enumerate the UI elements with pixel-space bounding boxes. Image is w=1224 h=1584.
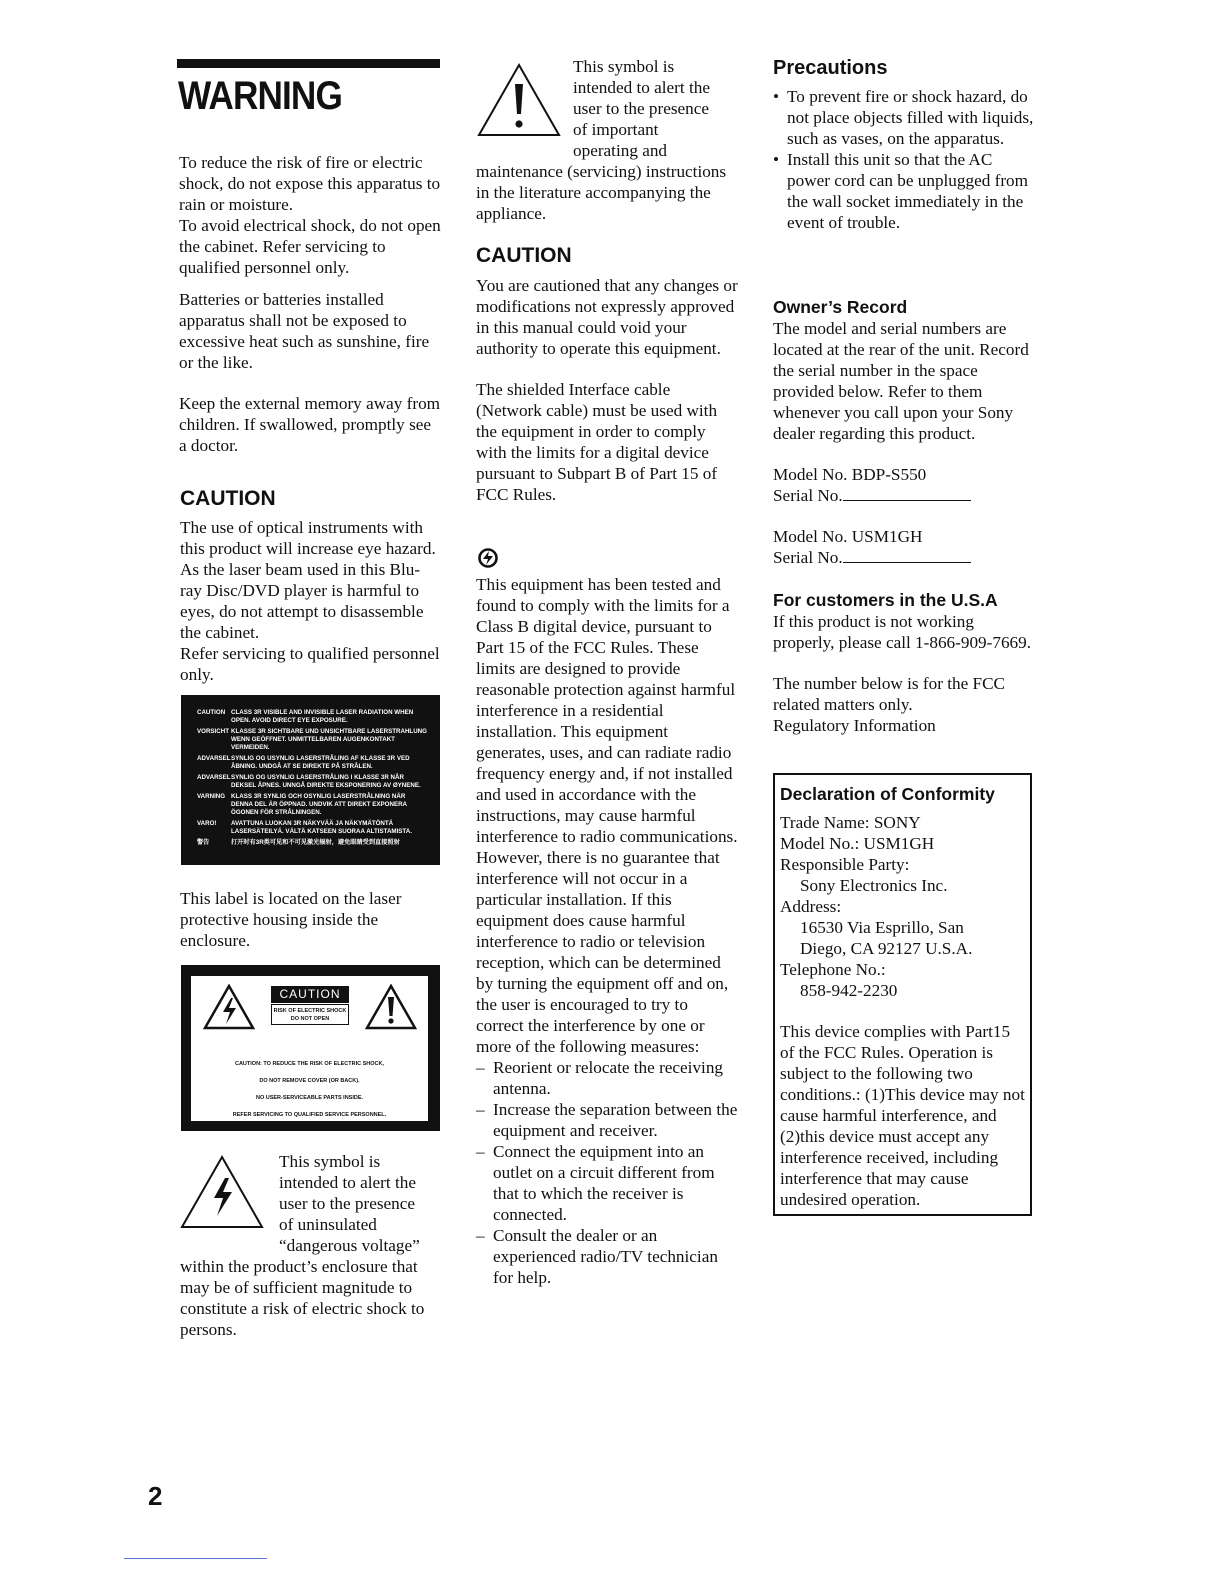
decl-responsible-value: Sony Electronics Inc. (800, 876, 948, 895)
usa-p2: The number below is for the FCC related matters only. (773, 674, 1005, 714)
shock-label-line4: REFER SERVICING TO QUALIFIED SERVICE PERSONNEL. (232, 1112, 387, 1118)
voltage-line-1: This symbol is (279, 1152, 381, 1171)
lightning-triangle-icon (203, 984, 255, 1030)
owners-record-heading: Owner’s Record (773, 297, 908, 317)
footer-rule (124, 1558, 267, 1559)
fcc-measure: – Reorient or relocate the receiving antenna. (476, 1057, 738, 1099)
laser-label-lang: ADVARSEL (197, 774, 231, 781)
precautions-list (773, 86, 1035, 233)
decl-responsible-label: Responsible Party: (780, 855, 910, 874)
dangerous-voltage-symbol-icon (180, 1154, 264, 1230)
caution-heading: CAUTION (180, 487, 276, 510)
laser-label-lang: VARNING (197, 793, 226, 800)
important-instructions-symbol-icon (477, 62, 561, 138)
caution-p2: Refer servicing to qualified personnel only. (180, 644, 440, 684)
maint-symbol-text-lines (573, 56, 738, 161)
serial-no-1-blank (843, 486, 971, 501)
caution-text (180, 517, 442, 685)
laser-label-lang: CAUTION (197, 709, 226, 716)
shock-caution-label-inner (191, 976, 428, 1121)
maint-line-3: user to the presence (573, 99, 710, 118)
decl-phone-label: Telephone No.: (780, 960, 886, 979)
precaution-item: • To prevent fire or shock hazard, do not place objects filled with liquids, such as vases, on the apparatus. (773, 86, 1035, 149)
voltage-line-5: “dangerous voltage” (279, 1236, 420, 1255)
maint-line-4: of important (573, 120, 659, 139)
decl-address-label: Address: (780, 897, 842, 916)
precaution-item: • Install this unit so that the AC power cord can be unplugged from the wall socket immediately in the event of trouble. (773, 149, 1035, 233)
declaration-of-conformity-box (773, 773, 1032, 1216)
laser-label-row (197, 709, 428, 725)
usa-p1: If this product is not working properly, please call 1-866-909-7669. (773, 612, 1032, 652)
shock-label-text (191, 1056, 428, 1124)
decl-compliance: This device complies with Part15 of the FCC Rules. Operation is subject to the following two conditions.: (1)This device may not cause harmful interference, and (2)this device must accept any interference received, including interference that may cause undesired operation. (780, 1022, 1025, 1209)
caution2-heading: CAUTION (476, 244, 572, 267)
shock-caution-label (181, 965, 440, 1131)
voltage-symbol-text-lines (279, 1151, 444, 1256)
serial-no-2-row (773, 547, 1035, 568)
laser-label-lang: VORSICHT (197, 728, 229, 735)
warning-title: WARNING (178, 74, 342, 118)
shock-label-line1: CAUTION: TO REDUCE THE RISK OF ELECTRIC SHOCK, (234, 1061, 384, 1067)
laser-label-row (197, 728, 428, 752)
precautions-text (773, 86, 1035, 233)
serial-no-1: Serial No. (773, 486, 843, 505)
caution2-p2: The shielded Interface cable (Network cable) must be used with the equipment in order to comply with the limits for a digital device pursuant to Subpart B of Part 15 of FCC Rules. (476, 380, 718, 504)
model-no-1: Model No. BDP-S550 (773, 465, 927, 484)
laser-label-text: KLASSE 3R SICHTBARE UND UNSICHTBARE LASERSTRAHLUNG WENN GEÖFFNET. UNMITTELBAREN AUGENKONTAKT VERMEIDEN. (231, 728, 427, 751)
voltage-symbol-rest-wrap (180, 1256, 442, 1340)
laser-label-row (197, 793, 428, 817)
laser-label-caption: This label is located on the laser protective housing inside the enclosure. (180, 889, 402, 950)
decl-trade-name: Trade Name: SONY (780, 813, 921, 832)
maint-line-1: This symbol is (573, 57, 675, 76)
laser-label-row (197, 820, 428, 836)
decl-address-line1: 16530 Via Esprillo, San (800, 918, 964, 937)
caution2-p1: You are cautioned that any changes or modifications not expressly approved in this manual could void your authority to operate this equipment. (476, 276, 738, 358)
serial-no-1-row (773, 485, 1035, 506)
shock-label-line3: NO USER-SERVICEABLE PARTS INSIDE. (255, 1095, 364, 1101)
laser-label-text: SYNLIG OG USYNLIG LASERSTRÅLING I KLASSE 3R NÅR DEKSEL ÅPNES. UNNGÅ DIREKTE EKSPONERING AV ØYNENE. (231, 774, 421, 789)
laser-label-row (197, 755, 428, 771)
maint-symbol-rest: maintenance (servicing) instructions in the literature accompanying the appliance. (476, 162, 727, 223)
shock-label-head: CAUTION (271, 986, 349, 1003)
fcc-text (476, 574, 738, 1288)
voltage-line-2: intended to alert the (279, 1173, 416, 1192)
fcc-measure: – Consult the dealer or an experienced radio/TV technician for help. (476, 1225, 738, 1288)
laser-label-text: CLASS 3R VISIBLE AND INVISIBLE LASER RADIATION WHEN OPEN. AVOID DIRECT EYE EXPOSURE. (231, 709, 414, 724)
voltage-line-3: user to the presence (279, 1194, 416, 1213)
model-no-2: Model No. USM1GH (773, 527, 923, 546)
page-number: 2 (148, 1481, 163, 1511)
laser-label-row (197, 774, 428, 790)
shock-label-sub: RISK OF ELECTRIC SHOCK DO NOT OPEN (271, 1004, 349, 1025)
laser-label-caption-wrap (180, 888, 442, 951)
laser-label-text: KLASS 3R SYNLIG OCH OSYNLIG LASERSTRÅLNING NÄR DENNA DEL ÄR ÖPPNAD. UNDVIK ATT DIREKT EXPONERA ÖGONEN FÖR STRÅLNINGEN. (231, 793, 407, 816)
declaration-heading: Declaration of Conformity (780, 784, 995, 804)
serial-no-2: Serial No. (773, 548, 843, 567)
maint-symbol-rest-wrap (476, 161, 738, 224)
warning-text (179, 152, 441, 456)
laser-label-row (197, 839, 428, 847)
warning-p3: Batteries or batteries installed apparatus shall not be exposed to excessive heat such as sunshine, fire or the like. (179, 290, 430, 372)
laser-label-text: 打开时有3R类可见和不可见激光辐射，避免眼睛受到直接照射 (231, 839, 400, 846)
voltage-line-4: of uninsulated (279, 1215, 377, 1234)
laser-label-rows (197, 709, 428, 855)
caution-p1: The use of optical instruments with this product will increase eye hazard. As the laser beam used in this Blu-ray Disc/DVD player is harmful to eyes, do not attempt to disassemble the cabinet. (180, 518, 436, 642)
fcc-p1: This equipment has been tested and found to comply with the limits for a Class B digital device, pursuant to Part 15 of the FCC Rules. These limits are designed to provide reasonable protection against harmful interference in a residential installation. This equipment generates, uses, and can radiate radio frequency energy and, if not installed and used in accordance with the instructions, may cause harmful interference to radio communications. However, there is no guarantee that interference will not occur in a particular installation. If this equipment does cause harmful interference to radio or television reception, which can be determined by turning the equipment off and on, the user is encouraged to try to correct the interference by one or more of the following measures: (476, 575, 738, 1056)
usa-text (773, 611, 1035, 736)
serial-no-2-blank (843, 548, 971, 563)
laser-label-lang: ADVARSEL (197, 755, 231, 762)
warning-p2: To avoid electrical shock, do not open the cabinet. Refer servicing to qualified personnel only. (179, 216, 441, 277)
fcc-measures-list (476, 1057, 738, 1288)
decl-phone-value: 858-942-2230 (800, 981, 898, 1000)
laser-warning-label (181, 695, 440, 865)
precautions-heading: Precautions (773, 57, 888, 79)
decl-model-no: Model No.: USM1GH (780, 834, 935, 853)
exclamation-triangle-icon (365, 984, 417, 1030)
shock-label-line2: DO NOT REMOVE COVER (OR BACK). (259, 1078, 360, 1084)
caution2-text (476, 275, 738, 505)
fcc-logo-icon (478, 548, 498, 568)
laser-label-lang: 警告 (197, 839, 210, 846)
warning-p1: To reduce the risk of fire or electric shock, do not expose this apparatus to rain or moisture. (179, 153, 441, 214)
laser-label-text: AVATTUNA LUOKAN 3R NÄKYVÄÄ JA NÄKYMÄTÖNTÄ LASERSÄTEILYÄ. VÄLTÄ KATSEEN SUORAA ALTISTAMISTA. (231, 820, 412, 835)
warning-p4: Keep the external memory away from children. If swallowed, promptly see a doctor. (179, 394, 441, 455)
fcc-measure: – Connect the equipment into an outlet on a circuit different from that to which the receiver is connected. (476, 1141, 738, 1225)
owners-record-text (773, 318, 1035, 568)
voltage-symbol-rest: within the product’s enclosure that may be of sufficient magnitude to constitute a risk of electric shock to persons. (180, 1257, 425, 1339)
owners-record-p1: The model and serial numbers are located at the rear of the unit. Record the serial number in the space provided below. Refer to them whenever you call upon your Sony dealer regarding this product. (773, 319, 1029, 443)
laser-label-lang: VARO! (197, 820, 217, 827)
decl-address-line2: Diego, CA 92127 U.S.A. (800, 939, 973, 958)
warning-rule (177, 59, 440, 68)
usa-p3: Regulatory Information (773, 716, 936, 735)
laser-label-text: SYNLIG OG USYNLIG LASERSTRÅLING AF KLASSE 3R VED ÅBNING. UNDGÅ AT SE DIREKTE PÅ STRÅLEN. (231, 755, 410, 770)
maint-line-2: intended to alert the (573, 78, 710, 97)
usa-heading: For customers in the U.S.A (773, 590, 998, 610)
fcc-measure: – Increase the separation between the equipment and receiver. (476, 1099, 738, 1141)
maint-line-5: operating and (573, 141, 668, 160)
